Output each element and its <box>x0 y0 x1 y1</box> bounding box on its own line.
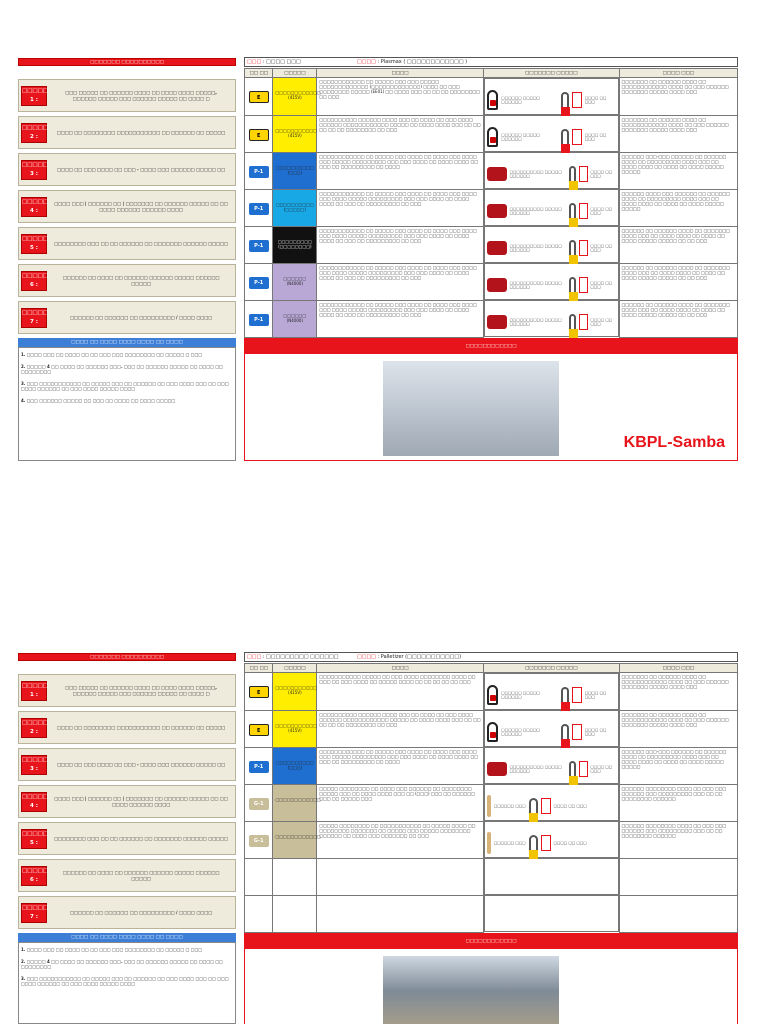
verify-cell: □□□□□□ □□□□□□□□ □□□□ □□ □□□ □□□ □□□□□□ □□□ □□□□□□□□□ □□□ □□ □□ □□□□□□□□ □□□□□□ <box>619 821 737 858</box>
padlock-icon <box>561 92 570 108</box>
step-text: □□□□□□ □□ □□□□□□ □□ □□□□□□□□□ / □□□□ □□□□ <box>69 909 213 915</box>
device-label: □□□□□□□□□□ □□□□□ □□□□□□ <box>509 317 562 326</box>
device-label: □□□□□□□□□□ □□□□□ □□□□□□ <box>509 280 562 289</box>
danger-tag-icon <box>572 687 581 703</box>
isolation-row <box>245 784 738 821</box>
energy-source-cell: □□□□□□□□□ (□□□□□□□□) <box>273 226 317 263</box>
padlock-icon <box>569 761 577 777</box>
step-row <box>18 748 236 781</box>
device-label: □□□□□□□□□□ □□□□□ □□□□□□ <box>509 169 562 178</box>
lock-label: □□□□ □□ □□□ <box>584 132 607 141</box>
step-badge: □□□□□ 3 : <box>21 160 47 180</box>
col-header: □□□□□□□ □□□□□ <box>483 69 619 78</box>
lock-label: □□□□ □□ □□□ <box>590 317 613 326</box>
valve-device-icon <box>487 278 507 292</box>
notes-box <box>18 942 236 1024</box>
step-text: □□□ □□□□□ □□ □□□□□□ □□□□ □□ □□□□ □□□□ □□□□□, □□□□□□ □□□□□ □□□ □□□□□□ □□□□□ □□ □□□□ □ <box>65 90 217 101</box>
step-row <box>18 785 236 818</box>
meta-value-1: : □□□□ □□□ <box>262 59 301 65</box>
sheet-meta <box>244 652 738 662</box>
energy-source-cell <box>273 858 317 895</box>
tag-cell <box>245 263 273 300</box>
device-cell <box>484 895 619 932</box>
step-text: □□□□ □□ □□□□□□□□ □□□□□□□□□□□ □□ □□□□□□ □□ □□□□□ <box>56 724 226 730</box>
machine-photo <box>383 956 559 1024</box>
meta-key-2: □□□□ <box>357 59 376 65</box>
method-cell: □□□□□□□□□□□ □□□□□ □□ □□□ □□□□ □□□□□□□□ □□□□ □□ □□□ □□ □□□ □□□□ □□ □□□□□ □□□□ □□ □□ □□ □□ □□ □□□ <box>317 673 484 711</box>
step-row <box>18 227 236 260</box>
step-badge: □□□□□ 7 : <box>21 308 47 328</box>
method-cell: □□□□□ □□□□□□□□ □□ □□□□ □□□ □□□□□□ □□ □□□□□□□□ □□□□□ □□□ □□ □□□□ □□□□ □□□ □□ (□□□) □□□ □□ □□□□□□ □□□ □□ □□□□□ □□□ <box>317 784 484 821</box>
step-row <box>18 896 236 929</box>
verify-cell: □□□□□□ □□□□ □□□ □□□□□□ □□ □□□□□□ □□□□ □□ □□□□□□□□□ □□□□ □□□ □□ □□□□ □□□□ □□ □□□□ □□ □□□□ □□□□□ □□□□□ <box>619 189 737 226</box>
verify-cell: □□□□□□□ □□ □□□□□□ □□□□ □□ □□□□□□□□□□□□ □□□□ □□ □□□ □□□□□□ □□□□□□□ □□□□□ □□□□ □□□ <box>619 673 737 711</box>
step-text: □□□□□□□□ □□□ □□ □□ □□□□□□ □□ □□□□□□□ □□□□□□ □□□□□ <box>54 835 228 841</box>
energy-source-cell: □□□□□□□□□□□ (415V) <box>273 673 317 711</box>
isolation-row <box>245 115 738 152</box>
energy-tag-icon: P-1 <box>249 240 269 252</box>
step-badge: □□□□□ 1 : <box>21 86 47 106</box>
step-text: □□□ □□□□□ □□ □□□□□□ □□□□ □□ □□□□ □□□□ □□□□□, □□□□□□ □□□□□ □□□ □□□□□□ □□□□□ □□ □□□□ □ <box>65 685 217 696</box>
notes-title: □□□□ □□ □□□□ □□□□ □□□□ □□ □□□□ <box>18 338 236 347</box>
energy-source-cell: □□□□□□□□□□ (□□□) <box>273 747 317 784</box>
danger-tag-icon <box>541 798 551 814</box>
method-cell: □□□□□□□□□□□□ □□ □□□□□ □□□ □□□□ □□ □□□□ □□□ □□□□ □□□ □□□□ □□□□□ □□□□□□□□□ □□□ □□□ □□□□ □□ □□□□ □□□□ □□ □□□ □□ □□□□□□□□□ □□ □□□ <box>317 263 484 300</box>
device-cell <box>484 710 619 747</box>
device-cell <box>484 747 619 784</box>
energy-tag-icon: P-1 <box>249 166 269 178</box>
method-cell: □□□□□□□□□□ □□□□□□ □□□□ □□□ □□ □□□□ □□ □□□ □□□□ □□□□□□ □□□□□□□□□□□□ □□□□□ □□ □□□□ □□□□ □□□ □□ □□ □□ □□ □□ □□□□□□□□ □□ □□□ <box>317 115 484 152</box>
step-badge: □□□□□ 5 : <box>21 234 47 254</box>
tag-cell <box>245 895 273 932</box>
tag-cell <box>245 710 273 747</box>
photo-title: □□□□□□□□□□□□ <box>245 934 737 949</box>
method-cell: □□□□□ □□□□□□□□ □□ □□□□□□□□□□□ □□ □□□□□ □□□□ □□ □□□□□□□□ □□□□□□□ □□ □□□□□ □□□ □□□□□ □□□□□□□□ □□□□□□ □□ □□□□ □□□ □□□□□□□ □□ □□□ <box>317 821 484 858</box>
padlock-icon <box>569 240 577 256</box>
col-header: □□□□ <box>317 664 484 673</box>
lock-label: □□□□ □□ □□□ <box>584 690 607 699</box>
padlock-icon <box>529 835 538 851</box>
danger-tag-icon <box>579 240 587 256</box>
meta-key-2: □□□□ <box>357 654 376 660</box>
step-badge: □□□□□ 2 : <box>21 718 47 738</box>
device-cell <box>484 300 619 337</box>
step-badge: □□□□□ 4 : <box>21 792 47 812</box>
danger-tag-icon <box>579 314 587 330</box>
valve-device-icon <box>487 762 507 776</box>
energy-tag-icon: G-1 <box>249 835 269 847</box>
step-text: □□□□ □□ □□□ □□□□ □□ □□□ - □□□□ □□□ □□□□□□ □□□□□ □□ <box>56 761 226 767</box>
verify-cell: □□□□□□ □□□□□□□□ □□□□ □□ □□□ □□□ □□□□□□ □□□ □□□□□□□□□ □□□ □□ □□ □□□□□□□□ □□□□□□ <box>619 784 737 821</box>
device-cell <box>484 226 619 263</box>
meta-value-2: : Palletizer (□□□□□□□□□□□) <box>377 654 462 660</box>
padlock-icon <box>569 203 577 219</box>
device-label: □□□□□□ □□□ <box>493 840 526 845</box>
hasp-device-icon <box>487 685 498 705</box>
tag-cell <box>245 300 273 337</box>
danger-tag-icon <box>579 761 587 777</box>
danger-tag-icon <box>579 166 587 182</box>
device-cell <box>484 115 619 152</box>
padlock-icon <box>561 687 570 703</box>
step-row <box>18 79 236 112</box>
energy-source-cell: □□□□□□□□□□ (□□□□□) <box>273 189 317 226</box>
isolation-row <box>245 263 738 300</box>
energy-source-cell <box>273 895 317 932</box>
device-label: □□□□□□ □□□□□ □□□□□□ <box>501 727 540 736</box>
energy-tag-icon: G-1 <box>249 798 269 810</box>
device-cell <box>484 78 619 115</box>
brand-label: KBPL-Samba <box>623 434 725 451</box>
note-line: 3. □□□ □□□□□□□□□□□ □□ □□□□□ □□□ □□ □□□□□□ □□ □□□ □□□□ □□□ □□ □□□ □□□□ □□□□□□ □□ □□□ □□□□ □□□□□ □□□□ <box>21 976 229 986</box>
step-text: □□□□□□ □□ □□□□□□ □□ □□□□□□□□□ / □□□□ □□□□ <box>69 314 213 320</box>
col-header: □□ □□ <box>245 69 273 78</box>
note-line: 2. □□□□□ 4 □□ □□□□ □□ □□□□□□ □□□. □□□ □□ □□□□□□ □□□□□ □□ □□□□ □□ □□□□□□□□ <box>21 364 223 374</box>
tag-cell <box>245 115 273 152</box>
device-cell <box>484 152 619 189</box>
step-row <box>18 116 236 149</box>
isolation-row <box>245 858 738 895</box>
verify-cell: □□□□□□ □□□-□□□ □□□□□□ □□ □□□□□□ □□□□ □□ □□□□□□□□□ □□□□ □□□ □□ □□□□ □□□□ □□ □□□□ □□ □□□□ □□□□□ □□□□□ <box>619 152 737 189</box>
verify-cell: □□□□□□ □□ □□□□□□ □□□□ □□ □□□□□□□ □□□□ □□□ □□ □□□□ □□□□ □□ □□□□ □□ □□□□ □□□□□ □□□□□ □□ □□ □□□ <box>619 263 737 300</box>
method-cell: □□□□□□□□□□□□ □□ □□□□□ □□□ □□□ □□□□□ □□□□□□□□□□□□□ (□□□□□□□□□□□□□) □□□□ □□ □□□ □□□□□□□□ □□□□□ (EE01) □□ □□□□ □□□ □□ □□ □□ □□□□□□□□ □□ □□□ <box>317 78 484 116</box>
note-line: 1. □□□□ □□□ □□ □□□□ □□ □□ □□□ □□□ □□□□□□□□ □□ □□□□□ □ □□□ <box>21 947 203 952</box>
isolation-row <box>245 747 738 784</box>
lock-label: □□□□ □□ □□□ <box>553 840 587 845</box>
col-header: □□□□□ <box>273 664 317 673</box>
method-cell: □□□□□□□□□□□□ □□ □□□□□ □□□ □□□□ □□ □□□□ □□□ □□□□ □□□ □□□□ □□□□□ □□□□□□□□□ □□□ □□□ □□□□ □□ □□□□ □□□□ □□ □□□ □□ □□□□□□□□□ □□ □□□ <box>317 189 484 226</box>
padlock-icon <box>561 129 570 145</box>
isolation-row <box>245 78 738 116</box>
padlock-icon <box>569 166 577 182</box>
step-text: □□□□ □□□ | □□□□□□ □□ | □□□□□□□ □□ □□□□□□ □□□□□ □□ □□ □□□□ □□□□□□ □□□□ <box>54 796 228 807</box>
verify-cell: □□□□□□□ □□ □□□□□□ □□□□ □□ □□□□□□□□□□□□ □□□□ □□ □□□ □□□□□□ □□□□□□□ □□□□□ □□□□ □□□ <box>619 78 737 116</box>
tag-cell <box>245 152 273 189</box>
note-line: 4. □□□ □□□□□□ □□□□□ □□ □□□ □□ □□□□ □□ □□□□ □□□□□ <box>21 398 176 403</box>
verify-cell <box>619 858 737 895</box>
step-badge: □□□□□ 5 : <box>21 829 47 849</box>
step-row <box>18 153 236 186</box>
step-badge: □□□□□ 4 : <box>21 197 47 217</box>
isolation-row <box>245 895 738 932</box>
step-badge: □□□□□ 6 : <box>21 271 47 291</box>
isolation-table <box>244 663 738 933</box>
energy-source-cell: □□□□□□ (N4000) <box>273 300 317 337</box>
step-text: □□□□ □□□ | □□□□□□ □□ | □□□□□□□ □□ □□□□□□ □□□□□ □□ □□ □□□□ □□□□□□ □□□□□□ □□□□ <box>54 201 228 212</box>
step-text: □□□□□□□□ □□□ □□ □□ □□□□□□ □□ □□□□□□□ □□□□□□ □□□□□ <box>54 240 228 246</box>
machine-photo <box>383 361 559 456</box>
tag-cell <box>245 78 273 116</box>
col-header: □□□□ □□□ <box>619 664 737 673</box>
energy-tag-icon: P-1 <box>249 314 269 326</box>
lock-label: □□□□ □□ □□□ <box>590 280 613 289</box>
note-line: 3. □□□ □□□□□□□□□□□ □□ □□□□□ □□□ □□ □□□□□□ □□ □□□ □□□□ □□□ □□ □□□ □□□□ □□□□□□ □□ □□□ □□□□ □□□□□ □□□□ <box>21 381 229 391</box>
energy-source-cell: □□□□□□□□□□ (□□□) <box>273 152 317 189</box>
steps-title: □□□□□□□ □□□□□□□□□□ <box>18 653 236 661</box>
padlock-icon <box>529 798 538 814</box>
device-cell <box>484 784 619 821</box>
lock-label: □□□□ □□ □□□ <box>553 803 587 808</box>
valve-device-icon <box>487 241 507 255</box>
step-row <box>18 264 236 297</box>
steps-title: □□□□□□□ □□□□□□□□□□ <box>18 58 236 66</box>
isolation-row <box>245 152 738 189</box>
energy-source-cell: □□□□□□□□□□□□ <box>273 821 317 858</box>
step-text: □□□□□□ □□ □□□□ □□ □□□□□□ □□□□□□ □□□□□ □□□□□□ □□□□□ <box>62 275 220 286</box>
verify-cell: □□□□□□ □□ □□□□□□ □□□□ □□ □□□□□□□ □□□□ □□□ □□ □□□□ □□□□ □□ □□□□ □□ □□□□ □□□□□ □□□□□ □□ □□ □□□ <box>619 226 737 263</box>
padlock-icon <box>561 724 570 740</box>
note-line: 2. □□□□□ 4 □□ □□□□ □□ □□□□□□ □□□. □□□ □□ □□□□□□ □□□□□ □□ □□□□ □□ □□□□□□□□ <box>21 959 223 969</box>
energy-tag-icon: E <box>249 91 269 103</box>
lock-label: □□□□ □□ □□□ <box>590 206 613 215</box>
tag-cell <box>245 821 273 858</box>
steps-list <box>18 79 236 338</box>
photo-title: □□□□□□□□□□□□ <box>245 339 737 354</box>
danger-tag-icon <box>541 835 551 851</box>
step-row <box>18 711 236 744</box>
step-text: □□□□ □□ □□□□□□□□ □□□□□□□□□□□ □□ □□□□□□ □□ □□□□□ <box>56 129 226 135</box>
verify-cell: □□□□□□□ □□ □□□□□□ □□□□ □□ □□□□□□□□□□□□ □□□□ □□ □□□ □□□□□□ □□□□□□□ □□□□□ □□□□ □□□ <box>619 710 737 747</box>
isolation-table <box>244 68 738 338</box>
device-label: □□□□□□ □□□□□ □□□□□□ <box>501 95 540 104</box>
step-badge: □□□□□ 1 : <box>21 681 47 701</box>
isolation-row <box>245 189 738 226</box>
meta-value-1: : □□□□□□□□□ □□□□□□ <box>262 654 339 660</box>
device-cell <box>484 858 619 895</box>
method-cell: □□□□□□□□□□□□ □□ □□□□□ □□□ □□□□ □□ □□□□ □□□ □□□□ □□□ □□□□ □□□□□ □□□□□□□□□ □□□ □□□ □□□□ □□ □□□□ □□□□ □□ □□□ □□ □□□□□□□□□ □□ □□□ <box>317 226 484 263</box>
energy-tag-icon: P-1 <box>249 761 269 773</box>
padlock-icon <box>569 277 577 293</box>
tag-cell <box>245 784 273 821</box>
verify-cell <box>619 895 737 932</box>
danger-tag-icon <box>572 129 581 145</box>
hasp-device-icon <box>487 90 498 110</box>
step-row <box>18 822 236 855</box>
isolation-row <box>245 300 738 337</box>
sheet-meta <box>244 57 738 67</box>
danger-tag-icon <box>572 92 581 108</box>
step-row <box>18 190 236 223</box>
hasp-device-icon <box>487 127 498 147</box>
step-badge: □□□□□ 3 : <box>21 755 47 775</box>
col-header: □□□□ □□□ <box>619 69 737 78</box>
energy-tag-icon: P-1 <box>249 277 269 289</box>
energy-tag-icon: E <box>249 724 269 736</box>
device-cell <box>484 673 619 710</box>
device-label: □□□□□□ □□□□□ □□□□□□ <box>501 690 540 699</box>
meta-key-1: □□□ <box>247 59 262 65</box>
hasp-device-icon <box>487 722 498 742</box>
energy-source-cell: □□□□□□□□□□□ (415V) <box>273 115 317 152</box>
method-cell: □□□□□□□□□□□□ □□ □□□□□ □□□ □□□□ □□ □□□□ □□□ □□□□ □□□ □□□□□ □□□□□□□□□ □□□ □□□ □□□□ □□ □□□□ □□□□ □□ □□□ □□ □□□□□□□□□ □□ □□□□ <box>317 152 484 189</box>
energy-source-cell: □□□□□□□□□□□ (415V) <box>273 710 317 747</box>
step-text: □□□□□□ □□ □□□□ □□ □□□□□□ □□□□□□ □□□□□ □□□□□□ □□□□□ <box>62 870 220 881</box>
step-badge: □□□□□ 6 : <box>21 866 47 886</box>
col-header: □□□□□ <box>273 69 317 78</box>
valve-device-icon <box>487 204 507 218</box>
isolation-row <box>245 821 738 858</box>
isolation-row <box>245 226 738 263</box>
meta-value-2: : Plasmax ( □□□□□□□□□□□□ ) <box>377 59 468 65</box>
machine-photo-panel <box>244 933 738 1024</box>
padlock-icon <box>569 314 577 330</box>
verify-cell: □□□□□□ □□ □□□□□□ □□□□ □□ □□□□□□□ □□□□ □□□ □□ □□□□ □□□□ □□ □□□□ □□ □□□□ □□□□□ □□□□□ □□ □□ □□□ <box>619 300 737 337</box>
tag-cell <box>245 189 273 226</box>
step-text: □□□□ □□ □□□ □□□□ □□ □□□ - □□□□ □□□ □□□□□□ □□□□□ □□ <box>56 166 226 172</box>
lock-label: □□□□ □□ □□□ <box>584 727 607 736</box>
step-row <box>18 859 236 892</box>
note-line: 1. □□□□ □□□ □□ □□□□ □□ □□ □□□ □□□ □□□□□□□□ □□ □□□□□ □ □□□ <box>21 352 203 357</box>
lock-label: □□□□ □□ □□□ <box>584 95 607 104</box>
method-cell <box>317 895 484 932</box>
step-row <box>18 301 236 334</box>
danger-tag-icon <box>579 203 587 219</box>
method-cell <box>317 858 484 895</box>
device-cell <box>484 821 619 858</box>
method-cell: □□□□□□□□□□□□ □□ □□□□□ □□□ □□□□ □□ □□□□ □□□ □□□□ □□□ □□□□□ □□□□□□□□□ □□□ □□□ □□□□ □□ □□□□ □□□□ □□ □□□ □□ □□□□□□□□□ □□ □□□□ <box>317 747 484 784</box>
valve-device-icon <box>487 315 507 329</box>
verify-cell: □□□□□□ □□□-□□□ □□□□□□ □□ □□□□□□ □□□□ □□ □□□□□□□□□ □□□□ □□□ □□ □□□□ □□□□ □□ □□□□ □□ □□□□ □□□□□ □□□□□ <box>619 747 737 784</box>
lock-label: □□□□ □□ □□□ <box>590 764 613 773</box>
method-cell: □□□□□□□□□□ □□□□□□ □□□□ □□□ □□ □□□□ □□ □□□ □□□□ □□□□□□ □□□□□□□□□□□□ □□□□□ □□ □□□□ □□□□ □□□ □□ □□ □□ □□ □□ □□□□□□□□ □□ □□□ <box>317 710 484 747</box>
machine-photo-panel <box>244 338 738 461</box>
energy-tag-icon: P-1 <box>249 203 269 215</box>
col-header: □□□□ <box>317 69 484 78</box>
energy-tag-icon: E <box>249 686 269 698</box>
step-badge: □□□□□ 2 : <box>21 123 47 143</box>
notes-box <box>18 347 236 461</box>
tag-cell <box>245 226 273 263</box>
meta-key-1: □□□ <box>247 654 262 660</box>
verify-cell: □□□□□□□ □□ □□□□□□ □□□□ □□ □□□□□□□□□□□□ □□□□ □□ □□□ □□□□□□ □□□□□□□ □□□□□ □□□□ □□□ <box>619 115 737 152</box>
isolation-row <box>245 673 738 711</box>
device-label: □□□□□□□□□□ □□□□□ □□□□□□ <box>509 764 562 773</box>
device-label: □□□□□□□□□□ □□□□□ □□□□□□ <box>509 243 562 252</box>
energy-tag-icon: E <box>249 129 269 141</box>
energy-source-cell: □□□□□□□□□□□□ <box>273 784 317 821</box>
steps-list <box>18 674 236 933</box>
device-label: □□□□□□ □□□ <box>493 803 526 808</box>
tag-cell <box>245 858 273 895</box>
energy-source-cell: □□□□□□ (N4000) <box>273 263 317 300</box>
notes-title: □□□□ □□ □□□□ □□□□ □□□□ □□ □□□□ <box>18 933 236 942</box>
danger-tag-icon <box>572 724 581 740</box>
method-cell: □□□□□□□□□□□□ □□ □□□□□ □□□ □□□□ □□ □□□□ □□□ □□□□ □□□ □□□□ □□□□□ □□□□□□□□□ □□□ □□□ □□□□ □□ □□□□ □□□□ □□ □□□ □□ □□□□□□□□□ □□ □□□ <box>317 300 484 337</box>
energy-source-cell: □□□□□□□□□□□□ (415V) <box>273 78 317 116</box>
step-badge: □□□□□ 7 : <box>21 903 47 923</box>
tag-cell <box>245 747 273 784</box>
isolation-row <box>245 710 738 747</box>
col-header: □□□□□□□ □□□□□ <box>483 664 619 673</box>
valve-device-icon <box>487 167 507 181</box>
bar-device-icon <box>487 832 491 854</box>
lock-label: □□□□ □□ □□□ <box>590 243 613 252</box>
device-cell <box>484 189 619 226</box>
device-label: □□□□□□□□□□ □□□□□ □□□□□□ <box>509 206 562 215</box>
danger-tag-icon <box>579 277 587 293</box>
bar-device-icon <box>487 795 491 817</box>
lock-label: □□□□ □□ □□□ <box>590 169 613 178</box>
tag-cell <box>245 673 273 711</box>
step-row <box>18 674 236 707</box>
col-header: □□ □□ <box>245 664 273 673</box>
device-label: □□□□□□ □□□□□ □□□□□□ <box>501 132 540 141</box>
device-cell <box>484 263 619 300</box>
